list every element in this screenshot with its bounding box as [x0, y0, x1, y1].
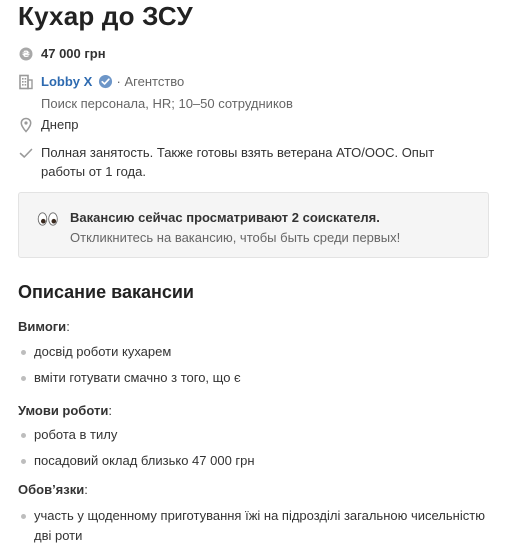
- description-heading: Описание вакансии: [18, 282, 195, 302]
- list-item: участь у щоденному приготування їжі на підрозділі загальною чисельністю дві роти: [18, 506, 488, 546]
- viewers-notice: [18, 192, 489, 258]
- city-row: [18, 117, 78, 133]
- job-type-row: [18, 143, 488, 181]
- company-link[interactable]: Lobby X: [41, 74, 93, 89]
- duties-list: [18, 506, 488, 552]
- city-value: Днепр: [41, 117, 79, 132]
- company-row: [18, 72, 293, 113]
- notice-subtitle: Откликнитесь на вакансию, чтобы быть среди первых!: [70, 230, 401, 245]
- company-info: Поиск персонала, HR; 10–50 сотрудников: [41, 96, 293, 111]
- eyes-icon: [37, 211, 59, 232]
- svg-text:₴: ₴: [22, 50, 30, 61]
- list-item: вміти готувати смачно з того, що є: [18, 368, 488, 388]
- location-pin-icon: [18, 117, 34, 133]
- section-title-duties: Обов’язки:: [18, 482, 88, 497]
- conditions-list: [18, 425, 488, 477]
- list-item: досвід роботи кухарем: [18, 342, 488, 362]
- checkmark-icon: [18, 145, 34, 161]
- job-type-value: Полная занятость. Также готовы взять ветерана АТО/ООС. Опыт работы от 1 года.: [41, 145, 435, 179]
- notice-title: Вакансию сейчас просматривают 2 соискателя.: [70, 210, 380, 225]
- section-title-conditions: Умови роботи:: [18, 403, 112, 418]
- vacancy-title: Кухар до ЗСУ: [18, 1, 193, 31]
- salary-value: 47 000 грн: [41, 46, 106, 61]
- list-item: робота в тилу: [18, 425, 488, 445]
- requirements-list: [18, 342, 488, 394]
- verified-check-icon: [98, 74, 113, 94]
- company-type: · Агентство: [116, 74, 185, 89]
- building-icon: [18, 74, 34, 90]
- salary-row: [18, 46, 106, 62]
- list-item: посадовий оклад близько 47 000 грн: [18, 451, 488, 471]
- coin-icon: [18, 46, 34, 62]
- section-title-requirements: Вимоги:: [18, 319, 70, 334]
